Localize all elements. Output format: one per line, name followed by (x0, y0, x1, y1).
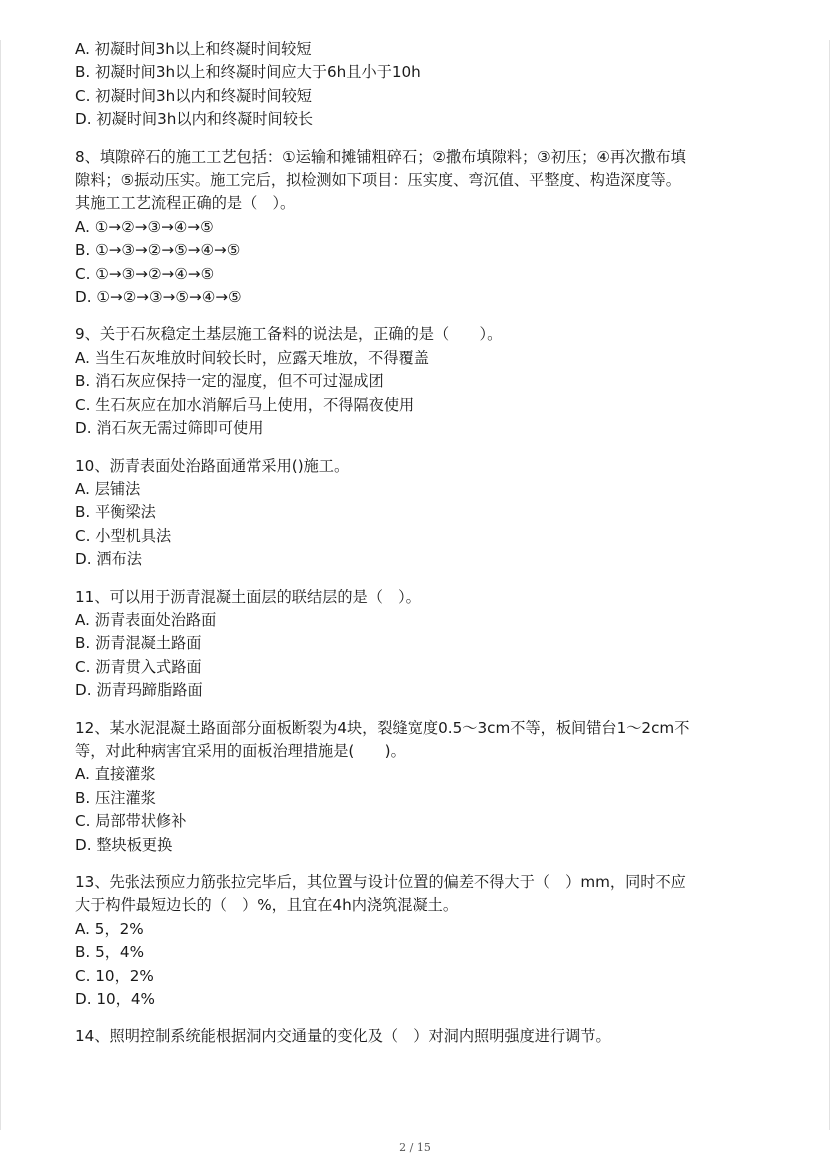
option: A. 5，2% (75, 919, 144, 938)
option: D. ①→②→③→⑤→④→⑤ (75, 288, 242, 307)
option: D. 消石灰无需过筛即可使用 (75, 419, 264, 438)
question-12 (75, 717, 765, 857)
question-11 (75, 586, 765, 703)
question-8 (75, 146, 765, 310)
option: C. 生石灰应在加水消解后马上使用，不得隔夜使用 (75, 395, 415, 414)
page-edge-left (0, 40, 1, 1130)
option: D. 整块板更换 (75, 835, 173, 854)
option: C. 沥青贯入式路面 (75, 657, 202, 676)
option: B. 压注灌浆 (75, 788, 156, 807)
document-body (75, 38, 765, 1049)
option: D. 沥青玛蹄脂路面 (75, 681, 203, 700)
question-text: 其施工工艺流程正确的是（ ）。 (75, 194, 296, 213)
question-9 (75, 323, 765, 440)
question-text: 14、照明控制系统能根据洞内交通量的变化及（ ）对洞内照明强度进行调节。 (75, 1027, 611, 1046)
question-text: 10、沥青表面处治路面通常采用()施工。 (75, 456, 350, 475)
question-text: 13、先张法预应力筋张拉完毕后，其位置与设计位置的偏差不得大于（ ）mm，同时不应 (75, 873, 686, 891)
option: B. 5，4% (75, 943, 145, 962)
option: D. 初凝时间3h以内和终凝时间较长 (75, 110, 314, 129)
option-list (75, 38, 765, 132)
option: A. 直接灌浆 (75, 765, 156, 784)
option: B. 初凝时间3h以上和终凝时间应大于6h且小于10h (75, 63, 421, 82)
option: C. 局部带状修补 (75, 812, 187, 831)
question-13 (75, 871, 765, 1011)
option: B. ①→③→②→⑤→④→⑤ (75, 241, 241, 260)
option: A. 当生石灰堆放时间较长时，应露天堆放，不得覆盖 (75, 348, 429, 367)
option: C. 初凝时间3h以内和终凝时间较短 (75, 86, 312, 105)
option: A. 初凝时间3h以上和终凝时间较短 (75, 40, 312, 58)
option: A. ①→②→③→④→⑤ (75, 217, 214, 236)
option: D. 10，4% (75, 990, 155, 1009)
question-text: 大于构件最短边长的（ ）%，且宜在4h内浇筑混凝土。 (75, 896, 459, 915)
option: C. ①→③→②→④→⑤ (75, 264, 215, 283)
option: A. 层铺法 (75, 479, 141, 498)
option: D. 洒布法 (75, 550, 142, 569)
question-14 (75, 1025, 765, 1048)
question-text: 等，对此种病害宜采用的面板治理措施是( )。 (75, 741, 406, 760)
option: B. 消石灰应保持一定的湿度，但不可过湿成团 (75, 372, 384, 391)
page-number: 2 / 15 (399, 1141, 431, 1154)
question-text: 8、填隙碎石的施工工艺包括：①运输和摊铺粗碎石；②撒布填隙料；③初压；④再次撒布填 (75, 147, 686, 166)
option: C. 小型机具法 (75, 526, 172, 545)
option: B. 沥青混凝土路面 (75, 634, 202, 653)
option: A. 沥青表面处治路面 (75, 610, 217, 629)
question-text: 12、某水泥混凝土路面部分面板断裂为4块，裂缝宽度0.5～3cm不等，板间错台1～2cm不 (75, 718, 690, 737)
question-10 (75, 455, 765, 572)
question-text: 隙料；⑤振动压实。施工完后，拟检测如下项目：压实度、弯沉值、平整度、构造深度等。 (75, 171, 681, 190)
question-text: 11、可以用于沥青混凝土面层的联结层的是（ ）。 (75, 587, 421, 606)
option: C. 10，2% (75, 966, 154, 985)
question-text: 9、关于石灰稳定土基层施工备料的说法是，正确的是（ ）。 (75, 325, 503, 344)
option: B. 平衡梁法 (75, 503, 156, 522)
